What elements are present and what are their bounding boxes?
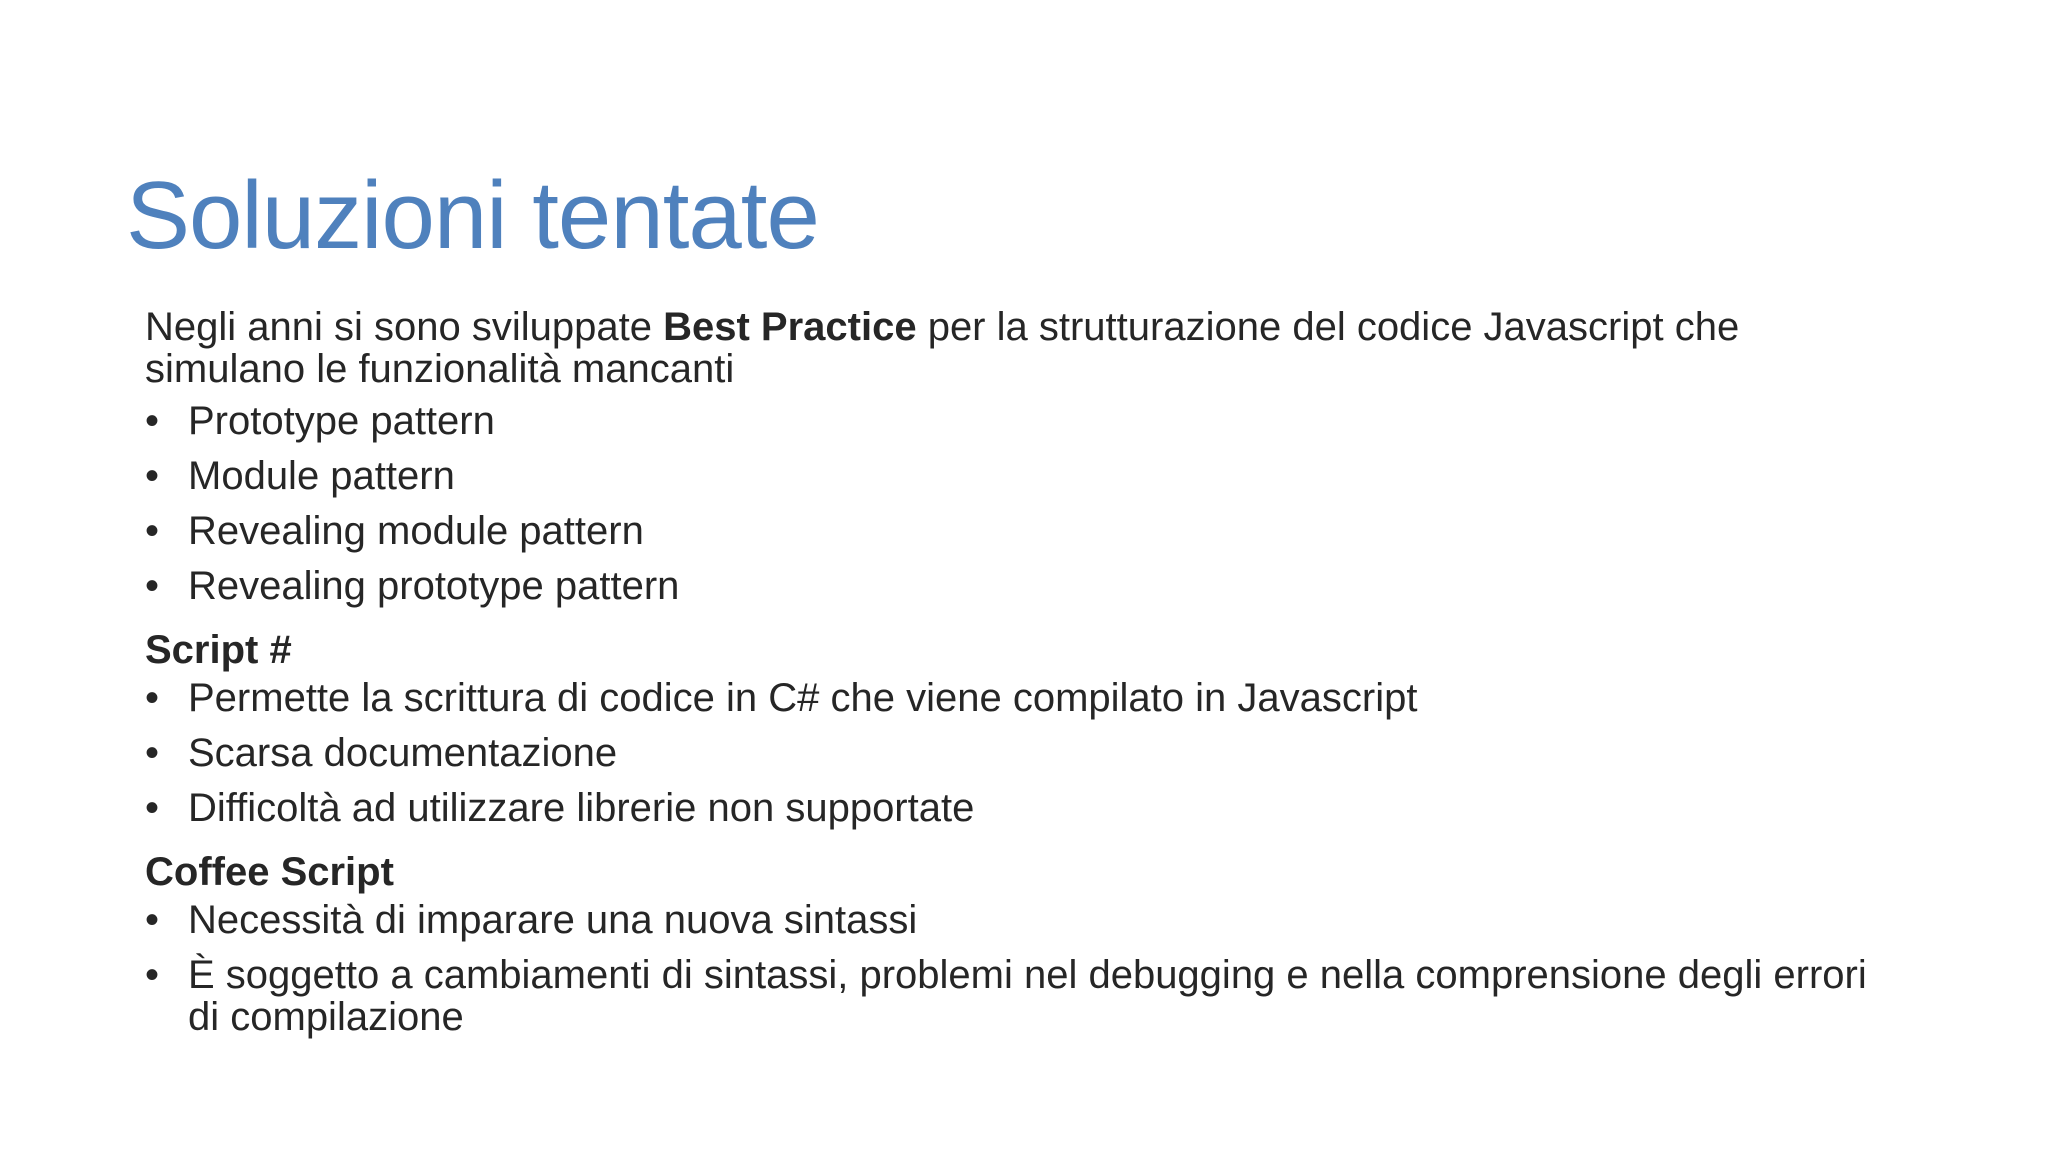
list-item (145, 677, 1905, 719)
bullet-icon: • (145, 731, 160, 775)
list-item (145, 510, 1905, 552)
list-item (145, 899, 1905, 941)
list-item (145, 732, 1905, 774)
bullet-icon: • (145, 676, 160, 720)
list-item-text: Module pattern (188, 454, 455, 498)
list-item-text: Permette la scrittura di codice in C# che viene compilato in Javascript (188, 676, 1418, 720)
intro-bold-text: Best Practice (663, 305, 917, 349)
bullet-icon: • (145, 564, 160, 608)
list-item-text: Revealing module pattern (188, 509, 644, 553)
list-item-text: Revealing prototype pattern (188, 564, 680, 608)
coffee-script-list (145, 899, 1905, 1038)
bullet-icon: • (145, 786, 160, 830)
list-item-text: È soggetto a cambiamenti di sintassi, problemi nel debugging e nella comprensione degli errori di compilazione (188, 953, 1867, 1039)
intro-paragraph (145, 306, 1905, 390)
list-item-text: Prototype pattern (188, 399, 495, 443)
list-item (145, 400, 1905, 442)
bullet-icon: • (145, 509, 160, 553)
intro-text-after: per la strutturazione del codice Javascript che simulano le funzionalità mancanti (145, 305, 1740, 391)
list-item (145, 455, 1905, 497)
intro-text-before: Negli anni si sono sviluppate (145, 305, 664, 349)
list-item (145, 954, 1905, 1038)
list-item (145, 565, 1905, 607)
list-item-text: Necessità di imparare una nuova sintassi (188, 898, 918, 942)
list-item-text: Scarsa documentazione (188, 731, 618, 775)
list-item (145, 787, 1905, 829)
bullet-icon: • (145, 898, 160, 942)
slide-title: Soluzioni tentate (126, 162, 819, 269)
slide-content (145, 306, 1905, 1051)
coffee-script-heading: Coffee Script (145, 850, 394, 894)
bullet-icon: • (145, 953, 160, 997)
patterns-list (145, 400, 1905, 607)
script-sharp-list (145, 677, 1905, 829)
bullet-icon: • (145, 399, 160, 443)
list-item-text: Difficoltà ad utilizzare librerie non supportate (188, 786, 975, 830)
bullet-icon: • (145, 454, 160, 498)
script-sharp-heading: Script # (145, 628, 292, 672)
